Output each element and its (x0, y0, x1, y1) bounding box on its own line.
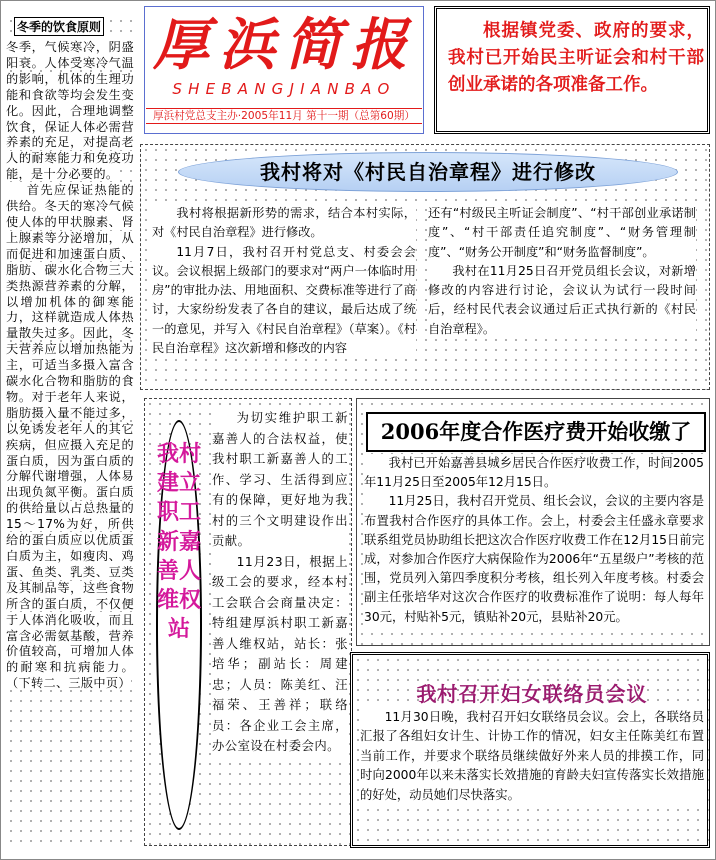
sidebar-title: 冬季的饮食原则 (14, 17, 104, 36)
article-charter-paragraph: 还有“村级民主听证会制度”、“村干部创业承诺制度”、“村干部责任追究制度”、“财务管理制度”、“财务公开制度”和“财务监督制度”。 (428, 206, 696, 259)
article-charter-paragraph: 我村在11月25日召开党员组长会议，对新增修改的内容进行讨论，会议认为试行一段时间后，经村民代表会议通过后正式执行新的《村民自治章程》。 (428, 263, 696, 336)
article-charter-paragraph: 我村将根据新形势的需求，结合本村实际，对《村民自治章程》进行修改。 (152, 206, 416, 240)
sidebar-column (6, 16, 134, 846)
article-women-liaison-body (360, 708, 704, 805)
article-women-liaison-title: 我村召开妇女联络员会议 (416, 682, 648, 706)
article-rights-station-title: 我村建立职工新嘉善人维权站 (156, 442, 201, 643)
article-charter-title: 我村将对《村民自治章程》进行修改 (260, 160, 596, 184)
article-women-liaison-paragraph: 11月30日晚，我村召开妇女联络员会议。会上，各联络员汇报了各组妇女计生、计协工作的情况，妇女主任陈美红布置当前工作，并要求个联络员继续做好外来人员的排摸工作，同时向2000年以来未落实长效措施的育龄夫妇宣传落实长效措施的好处，动员她们尽快落实。 (360, 710, 704, 802)
sidebar-body (6, 40, 134, 692)
masthead-issue-line: 厚浜村党总支主办·2005年11月 第十一期（总第60期） (146, 108, 422, 124)
article-rights-station-paragraph: 为切实维护职工新嘉善人的合法权益，使我村职工新嘉善人的工作、学习、生活得到应有的保障，更好地为我村的三个文明建设作出贡献。 (212, 411, 348, 548)
article-rights-station-paragraph: 11月23日，根据上级工会的要求，经本村工会联合会商量决定：特组建厚浜村职工新嘉善人维权站，站长：张培华；副站长：周建忠；人员：陈美红、汪福荣、王善祥；联络员：各企业工会主席，办公室设在村委会内。 (212, 554, 348, 753)
article-medical-fee-paragraph: 11月25日，我村召开党员、组长会议，会议的主要内容是布置我村合作医疗的具体工作。会上，村委会主任盛永章要求联系组党员协助组长把这次合作医疗收费工作在12月15日前完成，对参加合作医疗大病保险作为2006年“五星级户”考核的范围，党员列入第四季度积分考核，组长列入年度考核。村委会副主任张培华对这次合作医疗的收费标准作了说明：每人每年30元，村贴补5元，镇贴补20元，县贴补20元。 (364, 494, 704, 624)
article-rights-station-body (212, 408, 348, 757)
headline-text: 根据镇党委、政府的要求，我村已开始民主听证会和村干部创业承诺的各项准备工作。 (448, 21, 704, 95)
article-medical-fee-body (364, 454, 704, 627)
article-charter-left-column (152, 204, 416, 358)
article-medical-fee-paragraph: 我村已开始嘉善县城乡居民合作医疗收费工作，时间2005年11月25日至2005年12月15日。 (364, 456, 704, 490)
article-charter-paragraph: 11月7日，我村召开村党总支、村委会会议。会议根据上级部门的要求对“两户一体临时用房”的审批办法、用地面积、交费标准等进行了商讨，大家纷纷发表了各自的建议，最后达成了统一的意见，并写入《村民自治章程》（草案）。《村民自治章程》这次新增和修改的内容 (152, 244, 416, 356)
sidebar-text: 冬季，气候寒冷，阴盛阳衰。人体受寒冷气温的影响，机体的生理功能和食欲等均会发生变化。因此，合理地调整饮食，保证人体必需营养素的充足，对提高老人的耐寒能力和免疫功能，是十分必要的。 首先应保证热能的供给。冬天的寒冷气候使人体的甲状腺素、肾上腺素等分泌增加，从而促进和加速蛋白质、脂肪、碳水化合物三大类热源营养素的分解，以增加机体的御寒能力，这样就造成人体热量散失过多。因此，冬天营养应以增加热能为主，可适当多摄入富含碳水化合物和脂肪的食物。对于老年人来说，脂肪摄入量不能过多，以免诱发老年人的其它疾病，但应摄入充足的蛋白质，因为蛋白质的分解代谢增强，人体易出现负氮平衡。蛋白质的供给量以占总热量的15～17%为好，所供给的蛋白质应以优质蛋白质为主，如瘦肉、鸡蛋、鱼类、乳类、豆类及其制品等，这些食物所含的蛋白质，不仅便于人体消化吸收，而且富含必需氨基酸，营养价值较高，可增加人体的耐寒和抗病能力。（下转二、三版中页） (6, 40, 134, 691)
masthead-title: 厚浜简报 (153, 12, 417, 78)
article-medical-fee-title: 2006年度合作医疗费开始收缴了 (380, 419, 692, 444)
article-charter-right-column (428, 204, 696, 339)
masthead-pinyin: SHEBANGJIANBAO (172, 80, 396, 98)
